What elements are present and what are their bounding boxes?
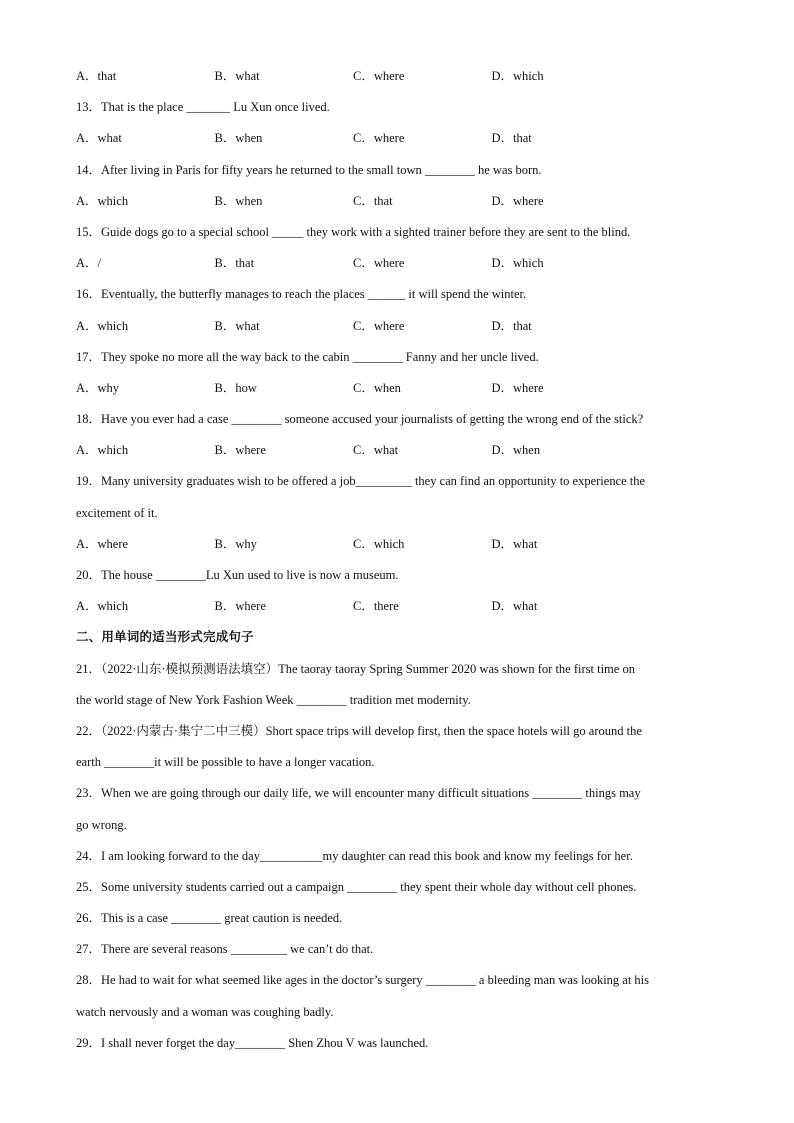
options-19	[76, 534, 726, 565]
option-a: A．which	[76, 443, 129, 458]
options-13	[76, 128, 726, 159]
option-b: B．where	[214, 599, 266, 614]
question-18: 18．Have you ever had a case ________ someone accused your journalists of getting the wrong end of the stick?	[76, 412, 644, 427]
question-23-line-2: go wrong.	[76, 817, 127, 832]
option-b: B．what	[214, 318, 260, 333]
question-23-line-1: 23．When we are going through our daily life, we will encounter many difficult situations ________ things may	[76, 786, 641, 801]
question-21-line-1: 21．（2022·山东·模拟预测语法填空）The taoray taoray Spring Summer 2020 was shown for the first time on	[76, 661, 635, 676]
question-27: 27．There are several reasons _________ we can’t do that.	[76, 942, 374, 957]
option-d: D．what	[491, 599, 538, 614]
option-d: D．where	[491, 193, 544, 208]
option-b: B．when	[214, 131, 263, 146]
option-d: D．which	[491, 69, 544, 83]
worksheet-page	[76, 66, 726, 1064]
option-c: C．where	[353, 256, 405, 271]
option-c: C．where	[353, 131, 405, 146]
option-a: A．which	[76, 193, 129, 208]
option-d: D．when	[491, 443, 541, 458]
options-20	[76, 596, 726, 627]
option-d: D．what	[491, 536, 538, 551]
question-13: 13．That is the place _______ Lu Xun once lived.	[76, 100, 330, 115]
options-14	[76, 191, 726, 222]
question-25: 25．Some university students carried out a campaign ________ they spent their whole day without cell phones.	[76, 879, 637, 894]
option-b: B．why	[214, 536, 257, 551]
option-c: C．there	[353, 599, 399, 614]
options-18	[76, 440, 726, 471]
question-26: 26．This is a case ________ great caution is needed.	[76, 911, 343, 926]
option-a: A．which	[76, 599, 129, 614]
option-a: A．why	[76, 380, 120, 395]
option-a: A．that	[76, 69, 117, 83]
question-29: 29．I shall never forget the day________ Shen Zhou V was launched.	[76, 1035, 429, 1050]
option-b: B．where	[214, 443, 266, 458]
option-c: C．that	[353, 193, 393, 208]
option-a: A．/	[76, 256, 102, 271]
question-22-line-1: 22．（2022·内蒙古·集宁二中三模）Short space trips will develop first, then the space hotels will go around the	[76, 723, 642, 738]
option-b: B．how	[214, 380, 257, 395]
question-19-line-1: 19．Many university graduates wish to be offered a job_________ they can find an opportunity to experience the	[76, 474, 646, 489]
option-d: D．where	[491, 380, 544, 395]
question-22-line-2: earth ________it will be possible to have a longer vacation.	[76, 755, 375, 770]
option-b: B．what	[214, 69, 260, 83]
option-a: A．where	[76, 536, 129, 551]
question-14: 14．After living in Paris for fifty years he returned to the small town ________ he was born.	[76, 162, 542, 177]
question-28-line-1: 28．He had to wait for what seemed like ages in the doctor’s surgery ________ a bleeding man was looking at his	[76, 973, 650, 988]
question-15: 15．Guide dogs go to a special school _____ they work with a sighted trainer before they are sent to the blind.	[76, 224, 631, 239]
option-a: A．what	[76, 131, 122, 146]
option-c: C．where	[353, 318, 405, 333]
option-b: B．that	[214, 256, 255, 271]
section-heading: 二、用单词的适当形式完成句子	[76, 629, 254, 645]
option-c: C．what	[353, 443, 399, 458]
options-15	[76, 253, 726, 284]
option-d: D．that	[491, 131, 532, 146]
options-16	[76, 316, 726, 347]
question-16: 16．Eventually, the butterfly manages to reach the places ______ it will spend the winter.	[76, 287, 527, 302]
question-21-line-2: the world stage of New York Fashion Week ________ tradition met modernity.	[76, 692, 471, 707]
question-24: 24．I am looking forward to the day__________my daughter can read this book and know my feelings for her.	[76, 848, 633, 863]
question-19-line-2: excitement of it.	[76, 505, 158, 520]
question-17: 17．They spoke no more all the way back to the cabin ________ Fanny and her uncle lived.	[76, 349, 539, 364]
options-prev-question	[76, 66, 726, 97]
option-d: D．that	[491, 318, 532, 333]
question-28-line-2: watch nervously and a woman was coughing badly.	[76, 1004, 334, 1019]
option-d: D．which	[491, 256, 544, 271]
option-a: A．which	[76, 318, 129, 333]
option-c: C．where	[353, 69, 405, 83]
option-c: C．when	[353, 380, 401, 395]
option-c: C．which	[353, 536, 405, 551]
question-20: 20．The house ________Lu Xun used to live is now a museum.	[76, 568, 399, 582]
option-b: B．when	[214, 193, 263, 208]
options-17	[76, 378, 726, 409]
